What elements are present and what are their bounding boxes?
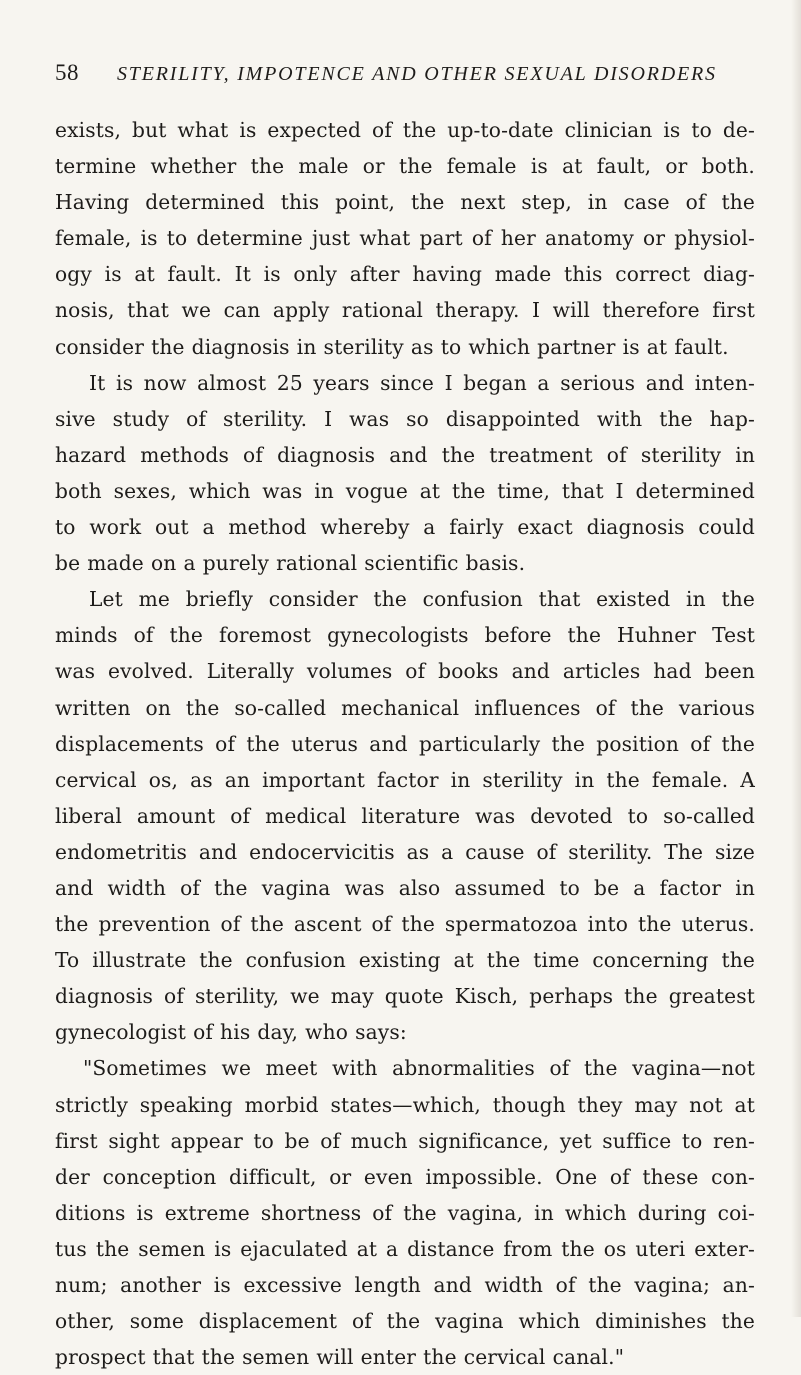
text-line: gynecologist of his day, who says: [55, 1020, 407, 1045]
text-line: prospect that the semen will enter the cervical canal." [55, 1345, 625, 1370]
text-line: the prevention of the ascent of the spermatozoa into the uterus. [55, 912, 755, 937]
text-line: Having determined this point, the next step, in case of the [55, 190, 755, 215]
text-line: ogy is at fault. It is only after having made this correct diag- [55, 262, 755, 287]
text-line: termine whether the male or the female is at fault, or both. [55, 154, 755, 179]
text-line: Let me briefly consider the confusion that existed in the [89, 587, 755, 612]
text-line: and width of the vagina was also assumed to be a factor in [55, 875, 755, 900]
text-line: consider the diagnosis in sterility as to which partner is at fault. [55, 334, 729, 359]
text-line: written on the so-called mechanical influences of the various [55, 695, 755, 720]
text-line: exists, but what is expected of the up-to-date clinician is to de- [55, 118, 755, 142]
text-line: displacements of the uterus and particularly the position of the [55, 731, 755, 756]
text-line: female, is to determine just what part of her anatomy or physiol- [55, 226, 755, 251]
text-line: strictly speaking morbid states—which, though they may not at [55, 1092, 755, 1117]
running-head [55, 60, 755, 94]
text-line: sive study of sterility. I was so disappointed with the hap- [55, 406, 755, 431]
text-line: nosis, that we can apply rational therapy. I will therefore first [55, 298, 755, 323]
book-title: STERILITY, IMPOTENCE AND OTHER SEXUAL DISORDERS [117, 63, 717, 85]
text-line: tus the semen is ejaculated at a distance from the os uteri exter- [55, 1236, 755, 1261]
body-text [55, 112, 755, 1375]
page-edge-shadow [791, 0, 801, 1317]
text-line: cervical os, as an important factor in sterility in the female. A [55, 767, 755, 792]
text-line: to work out a method whereby a fairly exact diagnosis could [55, 515, 755, 540]
text-line: first sight appear to be of much significance, yet suffice to ren- [55, 1128, 755, 1153]
text-line: hazard methods of diagnosis and the treatment of sterility in [55, 442, 755, 467]
text-line: "Sometimes we meet with abnormalities of the vagina—not [83, 1056, 755, 1081]
text-line: was evolved. Literally volumes of books and articles had been [55, 659, 755, 684]
text-line: both sexes, which was in vogue at the time, that I determined [55, 478, 755, 503]
page-number: 58 [55, 60, 79, 85]
text-line: ditions is extreme shortness of the vagina, in which during coi- [55, 1200, 755, 1225]
text-line: diagnosis of sterility, we may quote Kisch, perhaps the greatest [55, 984, 755, 1009]
text-line: liberal amount of medical literature was devoted to so-called [55, 803, 755, 828]
text-line: It is now almost 25 years since I began a serious and inten- [89, 370, 755, 395]
text-line: other, some displacement of the vagina which diminishes the [55, 1309, 755, 1334]
text-line: be made on a purely rational scientific basis. [55, 551, 526, 576]
text-line: endometritis and endocervicitis as a cause of sterility. The size [55, 839, 755, 864]
text-line: To illustrate the confusion existing at the time concerning the [55, 948, 755, 973]
text-line: num; another is excessive length and width of the vagina; an- [55, 1273, 755, 1297]
text-line: minds of the foremost gynecologists before the Huhner Test [55, 623, 755, 648]
text-line: der conception difficult, or even impossible. One of these con- [55, 1164, 755, 1189]
